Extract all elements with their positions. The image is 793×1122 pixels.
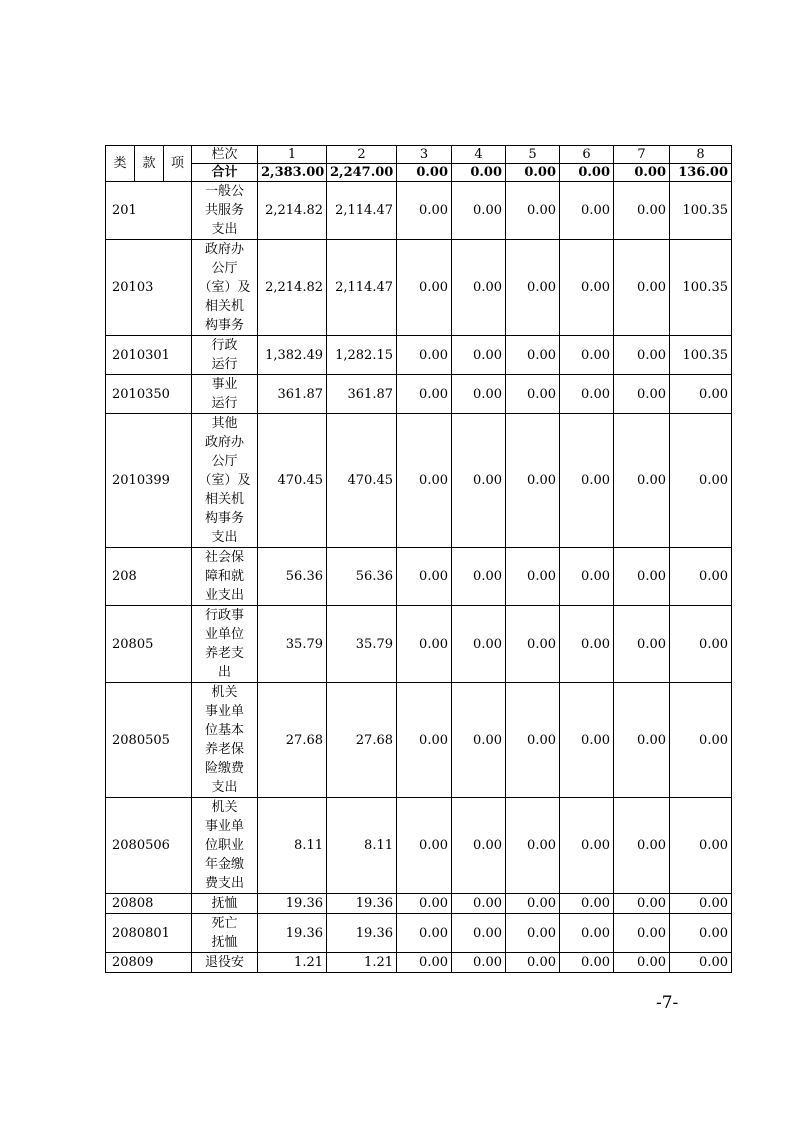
table-row xyxy=(106,798,732,894)
row-name-line: 机关 xyxy=(211,800,238,815)
row-name xyxy=(192,798,258,894)
row-value: 0.00 xyxy=(614,548,670,606)
row-value: 1.21 xyxy=(327,953,397,973)
row-name xyxy=(192,336,258,375)
header-kuan: 款 xyxy=(135,146,164,182)
row-name-line: 社会保 xyxy=(204,550,244,565)
row-name-line: 相关机 xyxy=(204,299,244,314)
row-value: 0.00 xyxy=(506,240,560,336)
row-name-line: 公厅 xyxy=(211,261,238,276)
table-row xyxy=(106,182,732,240)
row-value: 0.00 xyxy=(506,375,560,414)
row-name xyxy=(192,375,258,414)
total-value: 0.00 xyxy=(614,164,670,182)
row-value: 0.00 xyxy=(452,683,506,798)
header-col-3: 3 xyxy=(397,146,452,164)
row-code: 20103 xyxy=(106,240,192,336)
total-value: 2,383.00 xyxy=(258,164,327,182)
row-name-line: 运行 xyxy=(211,396,238,411)
row-value: 19.36 xyxy=(327,894,397,914)
row-value: 0.00 xyxy=(614,683,670,798)
header-row xyxy=(106,146,732,164)
row-value: 0.00 xyxy=(397,914,452,953)
row-name-line: 支出 xyxy=(211,222,238,237)
row-value: 0.00 xyxy=(670,548,732,606)
row-code: 20808 xyxy=(106,894,192,914)
row-name-line: 共服务 xyxy=(204,203,244,218)
total-value: 0.00 xyxy=(397,164,452,182)
row-value: 0.00 xyxy=(614,414,670,548)
row-code: 20805 xyxy=(106,606,192,683)
row-value: 0.00 xyxy=(452,240,506,336)
row-name-line: 公厅 xyxy=(211,454,238,469)
row-name-line: （室）及 xyxy=(198,280,251,295)
row-value: 0.00 xyxy=(506,548,560,606)
header-col-5: 5 xyxy=(506,146,560,164)
row-value: 0.00 xyxy=(670,683,732,798)
row-name xyxy=(192,894,258,914)
header-col-1: 1 xyxy=(258,146,327,164)
header-lanci: 栏次 xyxy=(192,146,258,164)
row-value: 0.00 xyxy=(670,953,732,973)
header-col-4: 4 xyxy=(452,146,506,164)
header-xiang: 项 xyxy=(164,146,192,182)
row-name-line: 事业单 xyxy=(204,819,244,834)
row-value: 0.00 xyxy=(452,894,506,914)
table-row xyxy=(106,414,732,548)
table-row xyxy=(106,914,732,953)
total-value: 0.00 xyxy=(506,164,560,182)
row-value: 1,382.49 xyxy=(258,336,327,375)
row-name-line: 年金缴 xyxy=(204,857,244,872)
row-name-line: 出 xyxy=(217,665,231,680)
row-value: 1,282.15 xyxy=(327,336,397,375)
row-name xyxy=(192,240,258,336)
row-name-line: 抚恤 xyxy=(211,896,238,911)
header-col-8: 8 xyxy=(670,146,732,164)
row-code: 2010301 xyxy=(106,336,192,375)
row-value: 100.35 xyxy=(670,240,732,336)
row-value: 0.00 xyxy=(560,182,614,240)
table-row xyxy=(106,606,732,683)
row-code: 2080506 xyxy=(106,798,192,894)
row-value: 0.00 xyxy=(397,182,452,240)
row-name-line: 位基本 xyxy=(204,723,244,738)
row-name xyxy=(192,606,258,683)
row-name-line: 费支出 xyxy=(204,876,244,891)
row-value: 0.00 xyxy=(506,798,560,894)
header-col-2: 2 xyxy=(327,146,397,164)
row-name-line: 业单位 xyxy=(204,627,244,642)
row-value: 0.00 xyxy=(560,606,614,683)
row-value: 0.00 xyxy=(452,336,506,375)
row-name-line: （室）及 xyxy=(198,473,251,488)
row-value: 470.45 xyxy=(327,414,397,548)
total-row xyxy=(106,164,732,182)
row-name-line: 死亡 xyxy=(211,916,238,931)
row-value: 8.11 xyxy=(258,798,327,894)
table-row xyxy=(106,953,732,973)
total-label: 合计 xyxy=(192,164,258,182)
row-value: 0.00 xyxy=(506,894,560,914)
total-value: 136.00 xyxy=(670,164,732,182)
budget-table xyxy=(105,145,732,973)
page-number: -7- xyxy=(656,993,679,1013)
row-value: 2,214.82 xyxy=(258,182,327,240)
row-value: 8.11 xyxy=(327,798,397,894)
row-code: 2080801 xyxy=(106,914,192,953)
row-value: 0.00 xyxy=(560,798,614,894)
row-value: 0.00 xyxy=(670,914,732,953)
row-value: 0.00 xyxy=(397,240,452,336)
row-name xyxy=(192,548,258,606)
row-name-line: 位职业 xyxy=(204,838,244,853)
row-name-line: 行政 xyxy=(211,338,238,353)
row-value: 0.00 xyxy=(506,683,560,798)
row-name-line: 构事务 xyxy=(204,318,244,333)
row-value: 2,114.47 xyxy=(327,240,397,336)
row-value: 0.00 xyxy=(614,182,670,240)
row-value: 0.00 xyxy=(397,336,452,375)
row-value: 0.00 xyxy=(452,414,506,548)
row-value: 2,114.47 xyxy=(327,182,397,240)
row-value: 0.00 xyxy=(452,182,506,240)
total-value: 2,247.00 xyxy=(327,164,397,182)
row-name-line: 机关 xyxy=(211,685,238,700)
row-value: 0.00 xyxy=(452,606,506,683)
row-value: 0.00 xyxy=(506,953,560,973)
row-name-line: 养老支 xyxy=(204,646,244,661)
row-value: 0.00 xyxy=(397,414,452,548)
row-name-line: 事业 xyxy=(211,377,238,392)
row-value: 0.00 xyxy=(560,683,614,798)
row-name xyxy=(192,914,258,953)
row-value: 361.87 xyxy=(258,375,327,414)
row-value: 56.36 xyxy=(258,548,327,606)
row-code: 208 xyxy=(106,548,192,606)
row-name-line: 险缴费 xyxy=(204,761,244,776)
table-row xyxy=(106,336,732,375)
header-col-6: 6 xyxy=(560,146,614,164)
row-value: 0.00 xyxy=(614,375,670,414)
row-value: 0.00 xyxy=(614,894,670,914)
row-value: 0.00 xyxy=(397,606,452,683)
row-name-line: 退役安 xyxy=(204,955,244,970)
row-value: 0.00 xyxy=(560,914,614,953)
row-name-line: 行政事 xyxy=(204,608,244,623)
row-value: 0.00 xyxy=(452,548,506,606)
row-code: 201 xyxy=(106,182,192,240)
row-name xyxy=(192,953,258,973)
table-row xyxy=(106,548,732,606)
row-code: 2080505 xyxy=(106,683,192,798)
row-value: 0.00 xyxy=(452,953,506,973)
header-lei: 类 xyxy=(106,146,135,182)
row-value: 0.00 xyxy=(397,375,452,414)
row-value: 0.00 xyxy=(506,606,560,683)
row-name-line: 政府办 xyxy=(204,242,244,257)
row-name xyxy=(192,414,258,548)
row-value: 0.00 xyxy=(560,375,614,414)
row-name-line: 运行 xyxy=(211,357,238,372)
row-value: 0.00 xyxy=(670,606,732,683)
row-value: 0.00 xyxy=(397,683,452,798)
table-row xyxy=(106,894,732,914)
row-value: 0.00 xyxy=(614,240,670,336)
row-value: 0.00 xyxy=(670,414,732,548)
row-value: 0.00 xyxy=(560,894,614,914)
row-value: 35.79 xyxy=(327,606,397,683)
row-name-line: 养老保 xyxy=(204,742,244,757)
total-value: 0.00 xyxy=(452,164,506,182)
row-value: 100.35 xyxy=(670,336,732,375)
table-row xyxy=(106,375,732,414)
row-value: 0.00 xyxy=(614,336,670,375)
row-value: 0.00 xyxy=(506,914,560,953)
row-value: 0.00 xyxy=(670,894,732,914)
row-value: 0.00 xyxy=(397,548,452,606)
row-value: 100.35 xyxy=(670,182,732,240)
row-name-line: 相关机 xyxy=(204,492,244,507)
row-name-line: 支出 xyxy=(211,780,238,795)
row-value: 0.00 xyxy=(397,798,452,894)
row-value: 27.68 xyxy=(327,683,397,798)
row-value: 0.00 xyxy=(560,953,614,973)
header-col-7: 7 xyxy=(614,146,670,164)
row-value: 2,214.82 xyxy=(258,240,327,336)
row-value: 0.00 xyxy=(452,798,506,894)
row-value: 0.00 xyxy=(506,182,560,240)
row-value: 19.36 xyxy=(258,914,327,953)
row-value: 19.36 xyxy=(327,914,397,953)
row-name-line: 其他 xyxy=(211,416,238,431)
row-value: 0.00 xyxy=(560,336,614,375)
row-name-line: 事业单 xyxy=(204,704,244,719)
row-value: 1.21 xyxy=(258,953,327,973)
row-value: 0.00 xyxy=(560,240,614,336)
row-value: 0.00 xyxy=(614,914,670,953)
row-value: 0.00 xyxy=(397,894,452,914)
row-code: 20809 xyxy=(106,953,192,973)
row-value: 19.36 xyxy=(258,894,327,914)
row-value: 0.00 xyxy=(614,953,670,973)
row-value: 35.79 xyxy=(258,606,327,683)
row-value: 0.00 xyxy=(506,336,560,375)
row-name-line: 障和就 xyxy=(204,569,244,584)
total-value: 0.00 xyxy=(560,164,614,182)
row-value: 0.00 xyxy=(452,375,506,414)
row-value: 0.00 xyxy=(506,414,560,548)
row-name-line: 一般公 xyxy=(204,184,244,199)
row-name-line: 支出 xyxy=(211,530,238,545)
row-value: 0.00 xyxy=(560,548,614,606)
row-value: 0.00 xyxy=(397,953,452,973)
row-value: 0.00 xyxy=(614,606,670,683)
row-value: 361.87 xyxy=(327,375,397,414)
row-value: 27.68 xyxy=(258,683,327,798)
row-value: 56.36 xyxy=(327,548,397,606)
table-row xyxy=(106,240,732,336)
row-name xyxy=(192,683,258,798)
table-row xyxy=(106,683,732,798)
row-name xyxy=(192,182,258,240)
row-value: 0.00 xyxy=(452,914,506,953)
row-value: 0.00 xyxy=(670,798,732,894)
row-value: 0.00 xyxy=(614,798,670,894)
row-name-line: 构事务 xyxy=(204,511,244,526)
row-value: 470.45 xyxy=(258,414,327,548)
row-code: 2010350 xyxy=(106,375,192,414)
row-value: 0.00 xyxy=(560,414,614,548)
row-name-line: 政府办 xyxy=(204,435,244,450)
row-code: 2010399 xyxy=(106,414,192,548)
row-name-line: 业支出 xyxy=(204,588,244,603)
row-value: 0.00 xyxy=(670,375,732,414)
row-name-line: 抚恤 xyxy=(211,935,238,950)
